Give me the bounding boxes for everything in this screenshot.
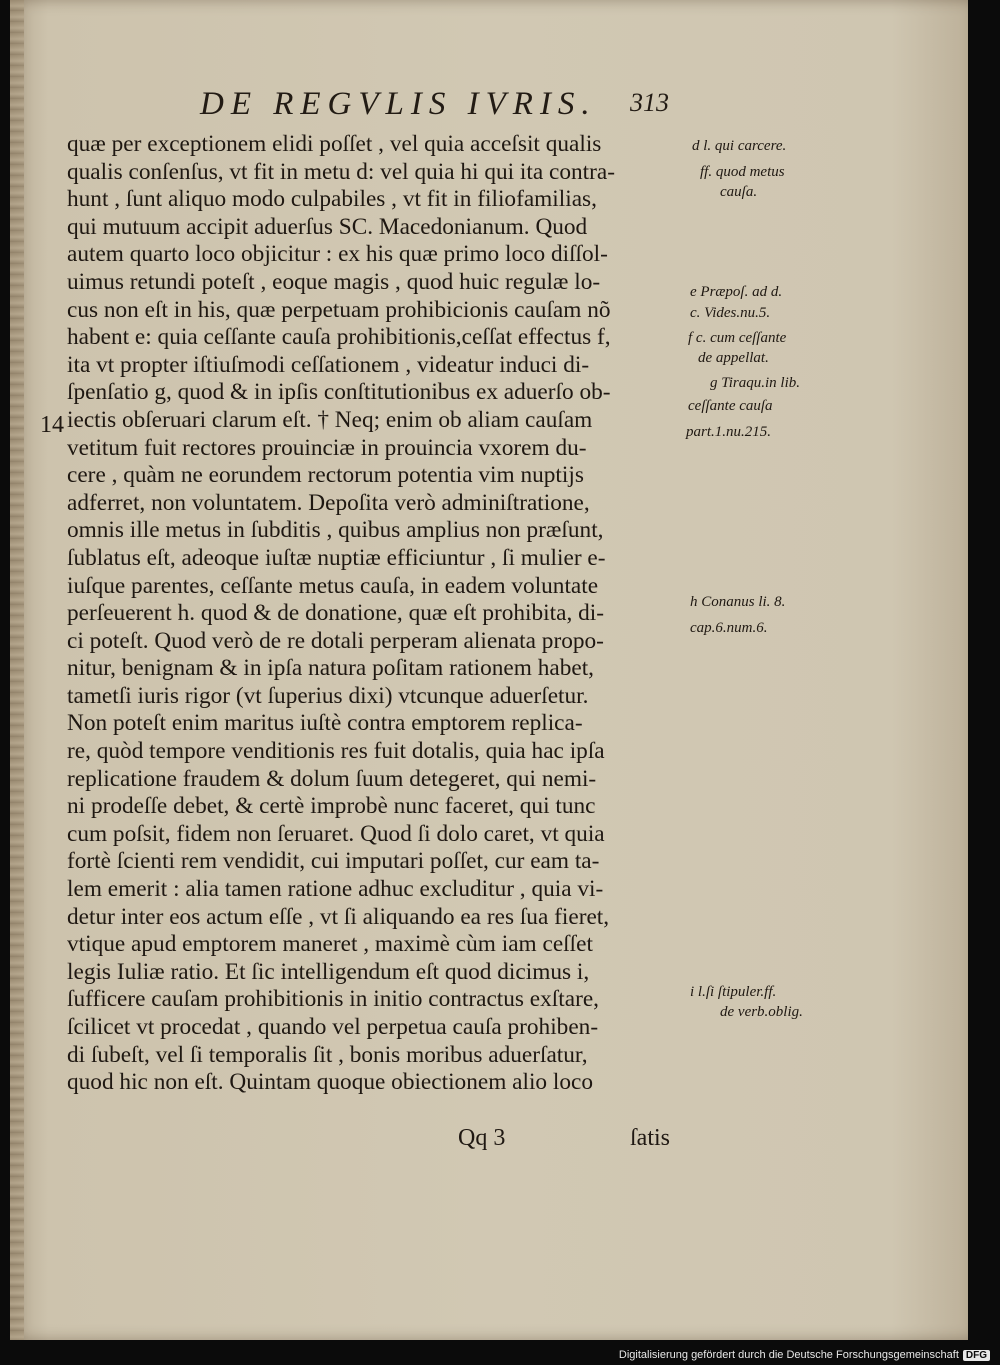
marginal-note: f c. cum ceſſante xyxy=(688,330,787,346)
marginal-note: c. Vides.nu.5. xyxy=(690,305,771,321)
text-line: ſcilicet vt procedat , quando vel perpetua cauſa prohiben- xyxy=(67,1014,599,1040)
marginal-note: g Tiraqu.in lib. xyxy=(710,375,801,391)
marginal-note: h Conanus li. 8. xyxy=(690,594,786,610)
marginal-note: part.1.nu.215. xyxy=(686,424,772,440)
catchword: ſatis xyxy=(630,1125,670,1151)
marginal-note: ff. quod metus xyxy=(700,164,785,180)
text-line: qualis conſenſus, vt fit in metu d: vel quia hi qui ita contra- xyxy=(67,158,616,185)
text-line: ita vt propter iſtiuſmodi ceſſationem , videatur induci di- xyxy=(67,351,590,378)
text-line: tametſi iuris rigor (vt ſuperius dixi) vtcunque aduerſetur. xyxy=(67,682,589,709)
text-line: fortè ſcienti rem vendidit, cui imputari poſſet, cur eam ta- xyxy=(67,848,600,875)
dfg-logo-icon: DFG xyxy=(963,1350,990,1361)
text-line: nitur, benignam & in ipſa natura poſitam rationem habet, xyxy=(67,655,594,682)
text-line: omnis ille metus in ſubditis , quibus amplius non præſunt, xyxy=(67,517,604,544)
text-line: iuſque parentes, ceſſante metus cauſa, in eadem voluntate xyxy=(67,572,599,599)
text-line: quod hic non eſt. Quintam quoque obiectionem alio loco xyxy=(67,1069,594,1096)
text-line: re, quòd tempore venditionis res fuit dotalis, quia hac ipſa xyxy=(67,738,605,765)
text-line: ſpenſatio g, quod & in ipſis conſtitutionibus ex aduerſo ob- xyxy=(67,379,611,406)
text-line: ci poteſt. Quod verò de re dotali perperam alienata propo- xyxy=(67,627,604,654)
text-line: cus non eſt in his, quæ perpetuam prohibicionis cauſam nõ xyxy=(67,296,611,323)
text-line: vtique apud emptorem maneret , maximè cùm iam ceſſet xyxy=(67,931,593,958)
text-line: replicatione fraudem & dolum ſuum detegeret, qui nemi- xyxy=(67,765,597,792)
marginal-line-number: 14 xyxy=(40,412,64,438)
text-line: legis Iuliæ ratio. Et ſic intelligendum eſt quod dicimus i, xyxy=(67,958,590,985)
text-line: perſeuerent h. quod & de donatione, quæ eſt prohibita, di- xyxy=(67,600,604,627)
text-line: ſublatus eſt, adeoque iuſtæ nuptiæ efficiuntur , ſi mulier e- xyxy=(67,544,606,571)
text-line: uimus retundi poteſt , eoque magis , quod huic regulæ lo- xyxy=(67,268,601,295)
marginal-note: de verb.oblig. xyxy=(720,1004,803,1020)
text-line: iectis obſeruari clarum eſt. † Neq; enim ob aliam cauſam xyxy=(67,406,593,433)
book-page xyxy=(10,0,968,1340)
text-line: detur inter eos actum eſſe , vt ſi aliquando ea res ſua fieret, xyxy=(67,903,610,930)
running-title: DE REGVLIS IVRIS. xyxy=(200,86,597,122)
signature-mark: Qq 3 xyxy=(458,1125,506,1151)
marginal-note: i l.ſi ſtipuler.ff. xyxy=(690,984,777,1000)
folio-number: 313 xyxy=(630,88,669,117)
text-line: ni prodeſſe debet, & certè improbè nunc faceret, qui tunc xyxy=(67,793,596,820)
text-line: lem emerit : alia tamen ratione adhuc excluditur , quia vi- xyxy=(67,876,604,903)
text-line: quæ per exceptionem elidi poſſet , vel quia acceſsit qualis xyxy=(67,131,602,157)
text-line: cum poſsit, fidem non ſeruaret. Quod ſi dolo caret, vt quia xyxy=(67,820,605,847)
marginal-note: d l. qui carcere. xyxy=(692,138,787,154)
footer-text: Digitalisierung gefördert durch die Deutsche Forschungsgemeinschaft xyxy=(618,1349,959,1361)
text-line: hunt , ſunt aliquo modo culpabiles , vt fit in filiofamilias, xyxy=(67,186,597,213)
marginal-note: e Præpoſ. ad d. xyxy=(690,284,783,300)
marginal-note: cap.6.num.6. xyxy=(690,620,768,636)
text-line: ſufficere cauſam prohibitionis in initio contractus exſtare, xyxy=(67,986,599,1013)
text-line: autem quarto loco objicitur : ex his quæ primo loco diſſol- xyxy=(67,241,608,268)
page-binding-edge xyxy=(10,0,24,1340)
text-line: qui mutuum accipit aduerſus SC. Macedonianum. Quod xyxy=(67,213,588,240)
text-line: di ſubeſt, vel ſi temporalis ſit , bonis moribus aduerſatur, xyxy=(67,1041,588,1068)
main-text-block xyxy=(67,131,697,1097)
digitization-footer xyxy=(619,1349,990,1361)
text-line: vetitum fuit rectores prouinciæ in prouincia vxorem du- xyxy=(67,434,587,461)
text-line: Non poteſt enim maritus iuſtè contra emptorem replica- xyxy=(67,710,583,737)
text-line: cere , quàm ne eorundem rectorum potentia vim nuptijs xyxy=(67,462,584,489)
marginal-note: de appellat. xyxy=(698,350,769,366)
marginal-note: cauſa. xyxy=(720,184,758,200)
text-line: adferret, non voluntatem. Depoſita verò adminiſtratione, xyxy=(67,489,590,516)
marginal-note: ceſſante cauſa xyxy=(688,398,773,414)
text-line: habent e: quia ceſſante cauſa prohibitionis,ceſſat effectus f, xyxy=(67,324,611,351)
